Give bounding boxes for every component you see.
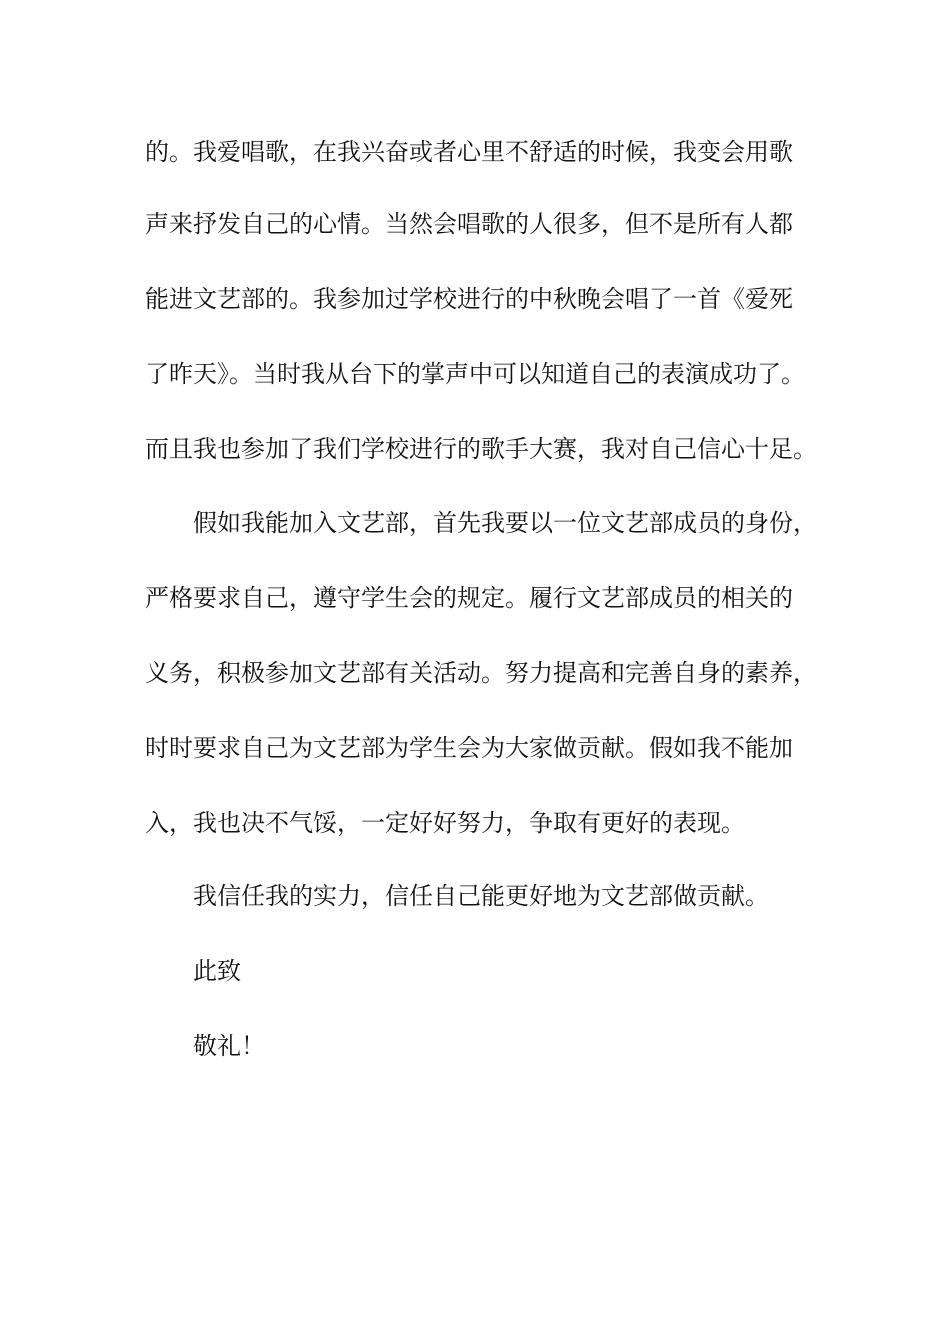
text-line-7: 严格要求自己，遵守学生会的规定。履行文艺部成员的相关的 <box>145 584 793 612</box>
closing-salutation: 此致 <box>193 957 241 985</box>
text-line-10: 入，我也决不气馁，一定好好努力，争取有更好的表现。 <box>145 809 745 837</box>
text-line-1: 的。我爱唱歌，在我兴奋或者心里不舒适的时候，我变会用歌 <box>145 138 793 166</box>
text-line-11: 我信任我的实力，信任自己能更好地为文艺部做贡献。 <box>193 882 769 910</box>
closing-regards: 敬礼！ <box>193 1032 265 1060</box>
text-line-6: 假如我能加入文艺部，首先我要以一位文艺部成员的身份， <box>193 509 817 537</box>
text-line-2: 声来抒发自己的心情。当然会唱歌的人很多，但不是所有人都 <box>145 210 793 238</box>
text-line-9: 时时要求自己为文艺部为学生会为大家做贡献。假如我不能加 <box>145 734 793 762</box>
text-line-8: 义务，积极参加文艺部有关活动。努力提高和完善自身的素养， <box>145 659 817 687</box>
text-line-4: 了昨天》。当时我从台下的掌声中可以知道自己的表演成功了。 <box>145 360 805 388</box>
text-line-5: 而且我也参加了我们学校进行的歌手大赛，我对自己信心十足。 <box>145 435 817 463</box>
text-line-3: 能进文艺部的。我参加过学校进行的中秋晚会唱了一首《爱死 <box>145 285 793 313</box>
